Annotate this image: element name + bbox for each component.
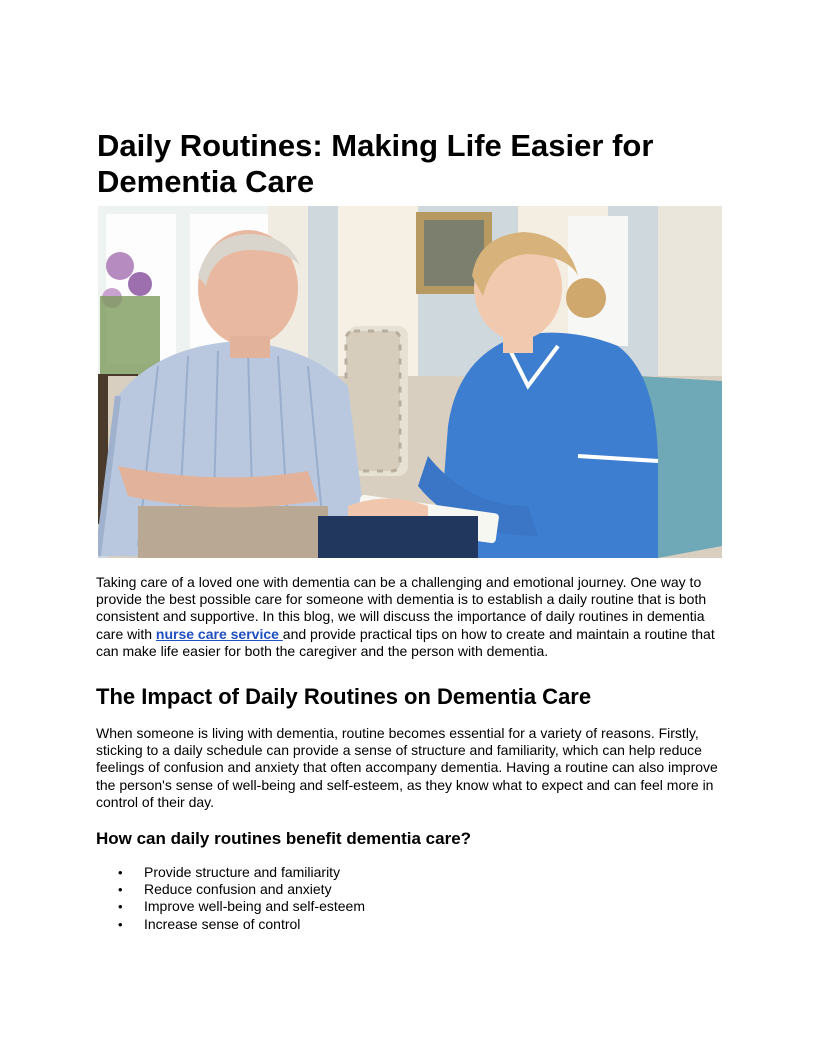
list-item xyxy=(96,898,365,915)
section-heading-impact: The Impact of Daily Routines on Dementia Care xyxy=(96,684,592,709)
list-item-text: Provide structure and familiarity xyxy=(144,864,341,880)
list-item-text: Reduce confusion and anxiety xyxy=(144,881,332,898)
benefits-list xyxy=(96,864,365,933)
intro-text-after: and provide practical tips on how to create and maintain a routine that can make life easier for both the caregiver and the person with dementia. xyxy=(96,625,715,659)
impact-paragraph: When someone is living with dementia, routine becomes essential for a variety of reasons. Firstly, sticking to a daily schedule can provide a sense of structure and familiarity, which can help reduce feelings of confusion and anxiety that often accompany dementia. Having a routine can also improve the person's sense of well-being and self-esteem, as they know what to expect and can feel more in control of their day. xyxy=(96,725,718,810)
hero-image xyxy=(98,206,722,558)
list-item-text: Increase sense of control xyxy=(144,915,301,932)
list-item-text: Improve well-being and self-esteem xyxy=(144,898,365,915)
list-item xyxy=(96,881,365,898)
page-title: Daily Routines: Making Life Easier for Dementia Care xyxy=(97,128,654,199)
bullet-icon: • xyxy=(118,916,123,932)
list-item xyxy=(96,864,365,881)
nurse-care-service-link[interactable]: nurse care service xyxy=(155,625,283,642)
bullet-icon: • xyxy=(118,882,123,898)
section-heading-benefits: How can daily routines benefit dementia care? xyxy=(96,829,472,848)
list-item xyxy=(96,916,365,933)
hero-illustration xyxy=(98,206,722,558)
bullet-icon: • xyxy=(118,899,123,915)
bullet-icon: • xyxy=(118,865,123,880)
intro-text-before: Taking care of a loved one with dementia can be a challenging and emotional journey. One way to provide the best possible care for someone with dementia is to establish a daily routine that is both consistent and supportive. In this blog, we will discuss the importance of daily routines in dementia care with xyxy=(96,574,707,642)
intro-paragraph xyxy=(96,574,726,660)
